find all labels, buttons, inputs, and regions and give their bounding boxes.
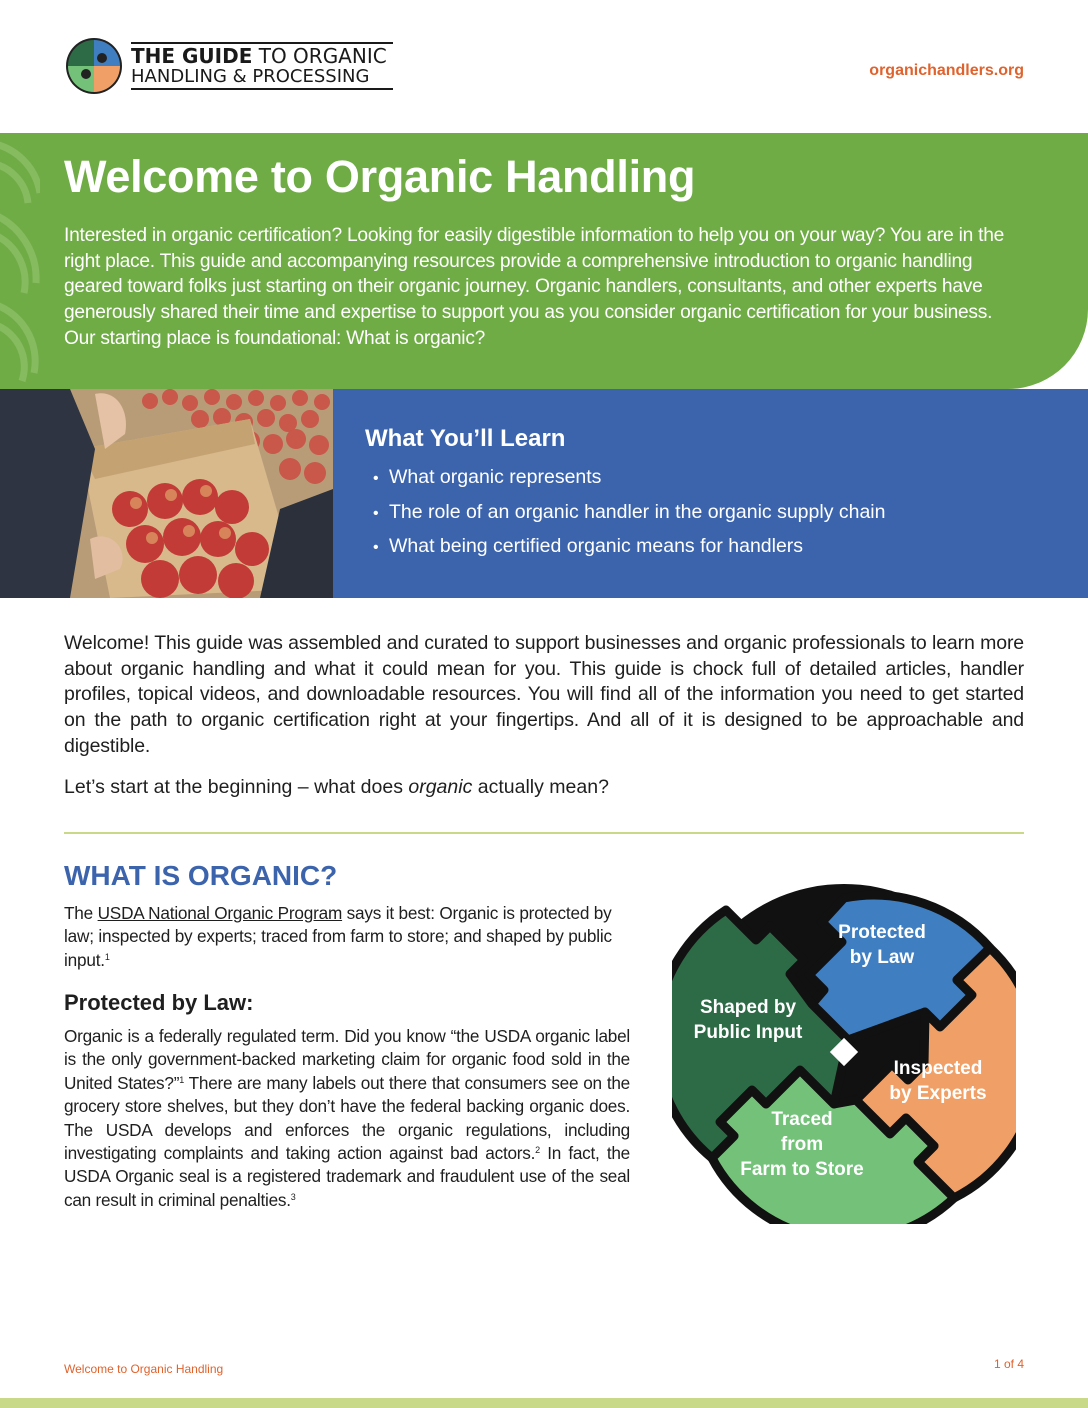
logo-puzzle-icon	[64, 36, 124, 96]
logo-bold: THE GUIDE	[131, 44, 253, 68]
hero-banner	[0, 133, 1088, 389]
logo-line2: HANDLING & PROCESSING	[131, 67, 393, 90]
diagram-label-inspected: by Experts	[889, 1083, 987, 1104]
page-title: Welcome to Organic Handling	[64, 151, 696, 202]
protected-text-2: There are many labels out there that consumers see on the grocery store shelves, but they don’t have the federal backing organic does. The USDA develops and enforces the organic regulations, including investigating complaints and taking action against bad actors.	[64, 1072, 630, 1164]
start-question	[64, 774, 609, 800]
organic-paragraph	[64, 902, 630, 972]
protected-text-3: In fact, the USDA Organic seal is a registered trademark and fraudulent use of the seal can result in criminal penalties.	[64, 1143, 630, 1210]
para-after: says it best: Organic is protected by law; inspected by experts; traced from farm to store; and shaped by public input.	[64, 903, 612, 970]
diagram-label-protected: Protected	[838, 922, 926, 943]
protected-paragraph	[64, 1025, 630, 1212]
decorative-arcs	[0, 133, 40, 389]
diagram-label-inspected: Inspected	[893, 1058, 983, 1079]
start-em: organic	[408, 776, 473, 798]
start-after: actually mean?	[472, 776, 609, 798]
list-item: • What organic represents	[373, 461, 885, 496]
diagram-label-traced: Traced	[771, 1109, 833, 1130]
organic-puzzle-diagram	[672, 880, 1016, 1224]
protected-text-1: Organic is a federally regulated term. Did you know “the USDA organic label is the only government-backed marketing claim for organic food sold in the United States?”	[64, 1026, 630, 1093]
diagram-label-shaped: Shaped by	[699, 997, 797, 1018]
learn-title: What You’ll Learn	[365, 425, 566, 452]
logo-rest: TO ORGANIC	[252, 44, 387, 68]
list-item: • What being certified organic means for handlers	[373, 530, 885, 565]
intro-paragraph: Interested in organic certification? Looking for easily digestible information to help you on your way? You are in the right place. This guide and accompanying resources provide a comprehensive introduction to organic handling geared toward folks just starting on their organic journey. Organic handlers, consultants, and other experts have generously shared their time and expertise to support you as you consider organic certification for your business. Our starting place is foundational: What is organic?	[64, 225, 1005, 349]
footnote-ref: 2	[535, 1145, 540, 1156]
start-before: Let’s start at the beginning – what does	[64, 776, 409, 798]
diagram-label-protected: by Law	[849, 947, 915, 968]
footer-title: Welcome to Organic Handling	[64, 1362, 224, 1376]
footer-bar	[0, 1398, 1088, 1408]
section-heading: WHAT IS ORGANIC?	[64, 860, 338, 891]
section-divider	[64, 832, 1024, 834]
subsection-heading: Protected by Law:	[64, 990, 254, 1015]
apples-box-photo	[0, 389, 333, 598]
welcome-paragraph: Welcome! This guide was assembled and curated to support businesses and organic professionals to learn more about organic handling and what it could mean for you. This guide is chock full of detailed articles, handler profiles, topical videos, and downloadable resources. You will find all of the information you need to get started on the path to organic certification right at your fingertips. And all of it is designed to be approachable and digestible.	[64, 632, 1024, 757]
learn-list	[373, 461, 885, 565]
diagram-label-shaped: Public Input	[693, 1022, 803, 1043]
list-item: • The role of an organic handler in the organic supply chain	[373, 496, 885, 531]
diagram-label-traced: Farm to Store	[740, 1159, 864, 1180]
footnote-ref: 1	[104, 951, 110, 962]
footnote-ref: 1	[179, 1074, 184, 1085]
para-before: The	[64, 903, 98, 923]
page-number: 1 of 4	[993, 1357, 1024, 1371]
usda-nop-link[interactable]: USDA National Organic Program	[97, 903, 343, 923]
diagram-label-traced: from	[780, 1134, 824, 1155]
logo-text	[131, 42, 393, 90]
footnote-ref: 3	[290, 1191, 296, 1202]
learn-panel	[333, 389, 1088, 598]
site-url-link[interactable]: organichandlers.org	[869, 62, 1024, 79]
